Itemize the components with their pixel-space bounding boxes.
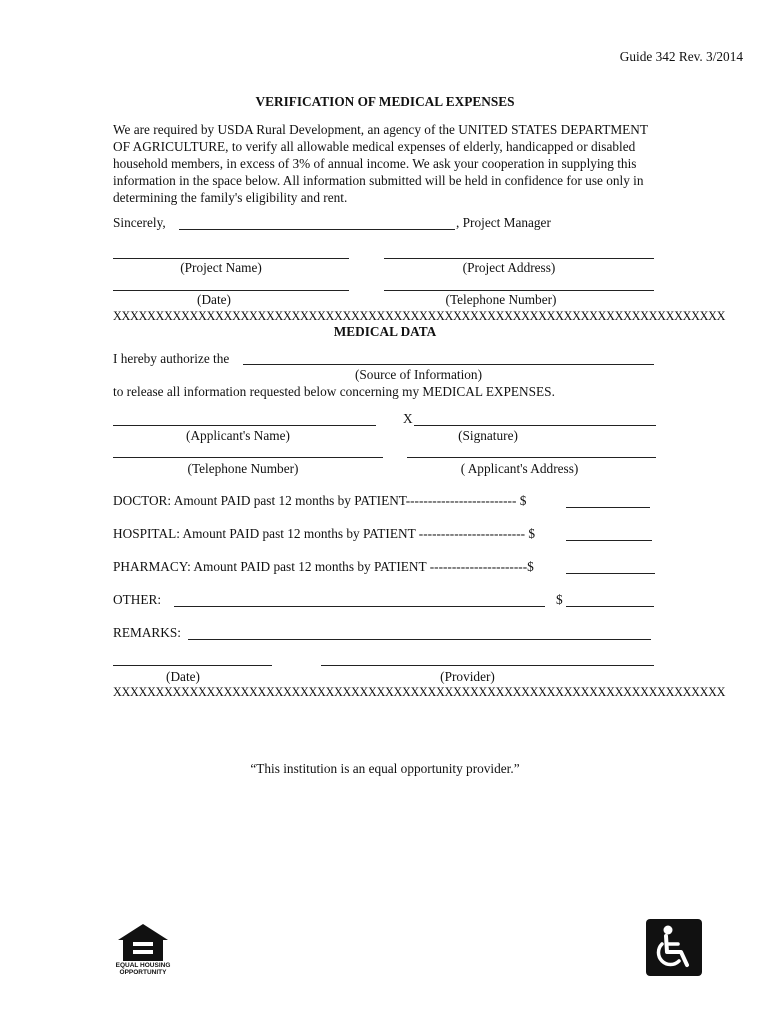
applicant-name-field[interactable] <box>113 425 376 426</box>
applicant-telephone-caption: (Telephone Number) <box>187 461 299 476</box>
other-label: OTHER: <box>113 592 162 607</box>
page-title: VERIFICATION OF MEDICAL EXPENSES <box>255 94 515 109</box>
separator-top: XXXXXXXXXXXXXXXXXXXXXXXXXXXXXXXXXXXXXXXXXXXXXXXXXXXXXXXXXXXXXXXXXXXXXXXX <box>113 309 726 323</box>
guide-revision: Guide 342 Rev. 3/2014 <box>619 49 743 64</box>
source-of-information-field[interactable] <box>243 364 654 365</box>
applicant-address-field[interactable] <box>407 457 656 458</box>
project-telephone-caption: (Telephone Number) <box>445 292 557 307</box>
signature-field[interactable] <box>414 425 656 426</box>
project-address-caption: (Project Address) <box>462 260 556 275</box>
other-amount-field[interactable] <box>566 606 654 607</box>
equal-housing-icon <box>115 922 171 978</box>
doctor-amount-label: DOCTOR: Amount PAID past 12 months by PATIENT------------------------- $ <box>113 493 527 508</box>
hospital-amount-label: HOSPITAL: Amount PAID past 12 months by PATIENT ------------------------ $ <box>113 526 536 541</box>
project-name-caption: (Project Name) <box>180 260 262 275</box>
applicant-telephone-field[interactable] <box>113 457 383 458</box>
project-address-field[interactable] <box>384 258 654 259</box>
source-of-information-caption: (Source of Information) <box>354 367 482 382</box>
intro-paragraph: We are required by USDA Rural Development, an agency of the UNITED STATES DEPARTMENT OF AGRICULTURE, to verify all allowable medical expenses of elderly, handicapped or disabled household members, in excess of 3% of annual income. We ask your cooperation in supplying this information in the space below. All information submitted will be held in confidence for use only in determining the family's eligibility and rent. <box>113 122 648 205</box>
equal-housing-text: EQUAL HOUSING OPPORTUNITY <box>115 962 171 976</box>
other-dollar-sign: $ <box>556 592 563 607</box>
remarks-label: REMARKS: <box>113 625 181 640</box>
project-date-caption: (Date) <box>197 292 231 307</box>
remarks-field[interactable] <box>188 639 651 640</box>
separator-bottom: XXXXXXXXXXXXXXXXXXXXXXXXXXXXXXXXXXXXXXXXXXXXXXXXXXXXXXXXXXXXXXXXXXXXXXXX <box>113 685 726 699</box>
provider-caption: (Provider) <box>440 669 495 684</box>
project-name-field[interactable] <box>113 258 349 259</box>
provider-date-field[interactable] <box>113 665 272 666</box>
doctor-amount-field[interactable] <box>566 507 650 508</box>
signature-mark: X <box>403 411 413 426</box>
pharmacy-amount-field[interactable] <box>566 573 655 574</box>
equal-opportunity-statement: “This institution is an equal opportunity provider.” <box>250 761 520 776</box>
wheelchair-icon <box>646 919 702 976</box>
project-manager-label: , Project Manager <box>456 215 551 230</box>
sincerely-label: Sincerely, <box>113 215 166 230</box>
pharmacy-amount-label: PHARMACY: Amount PAID past 12 months by PATIENT ----------------------$ <box>113 559 534 574</box>
authorize-label: I hereby authorize the <box>113 351 230 366</box>
release-statement: to release all information requested below concerning my MEDICAL EXPENSES. <box>113 384 555 399</box>
hospital-amount-field[interactable] <box>566 540 652 541</box>
medical-data-heading: MEDICAL DATA <box>333 324 437 339</box>
project-date-field[interactable] <box>113 290 349 291</box>
provider-date-caption: (Date) <box>166 669 200 684</box>
signature-caption: (Signature) <box>458 428 518 443</box>
provider-field[interactable] <box>321 665 654 666</box>
other-description-field[interactable] <box>174 606 545 607</box>
applicant-name-caption: (Applicant's Name) <box>186 428 290 443</box>
applicant-address-caption: ( Applicant's Address) <box>460 461 579 476</box>
project-manager-field[interactable] <box>179 229 455 230</box>
project-telephone-field[interactable] <box>384 290 654 291</box>
